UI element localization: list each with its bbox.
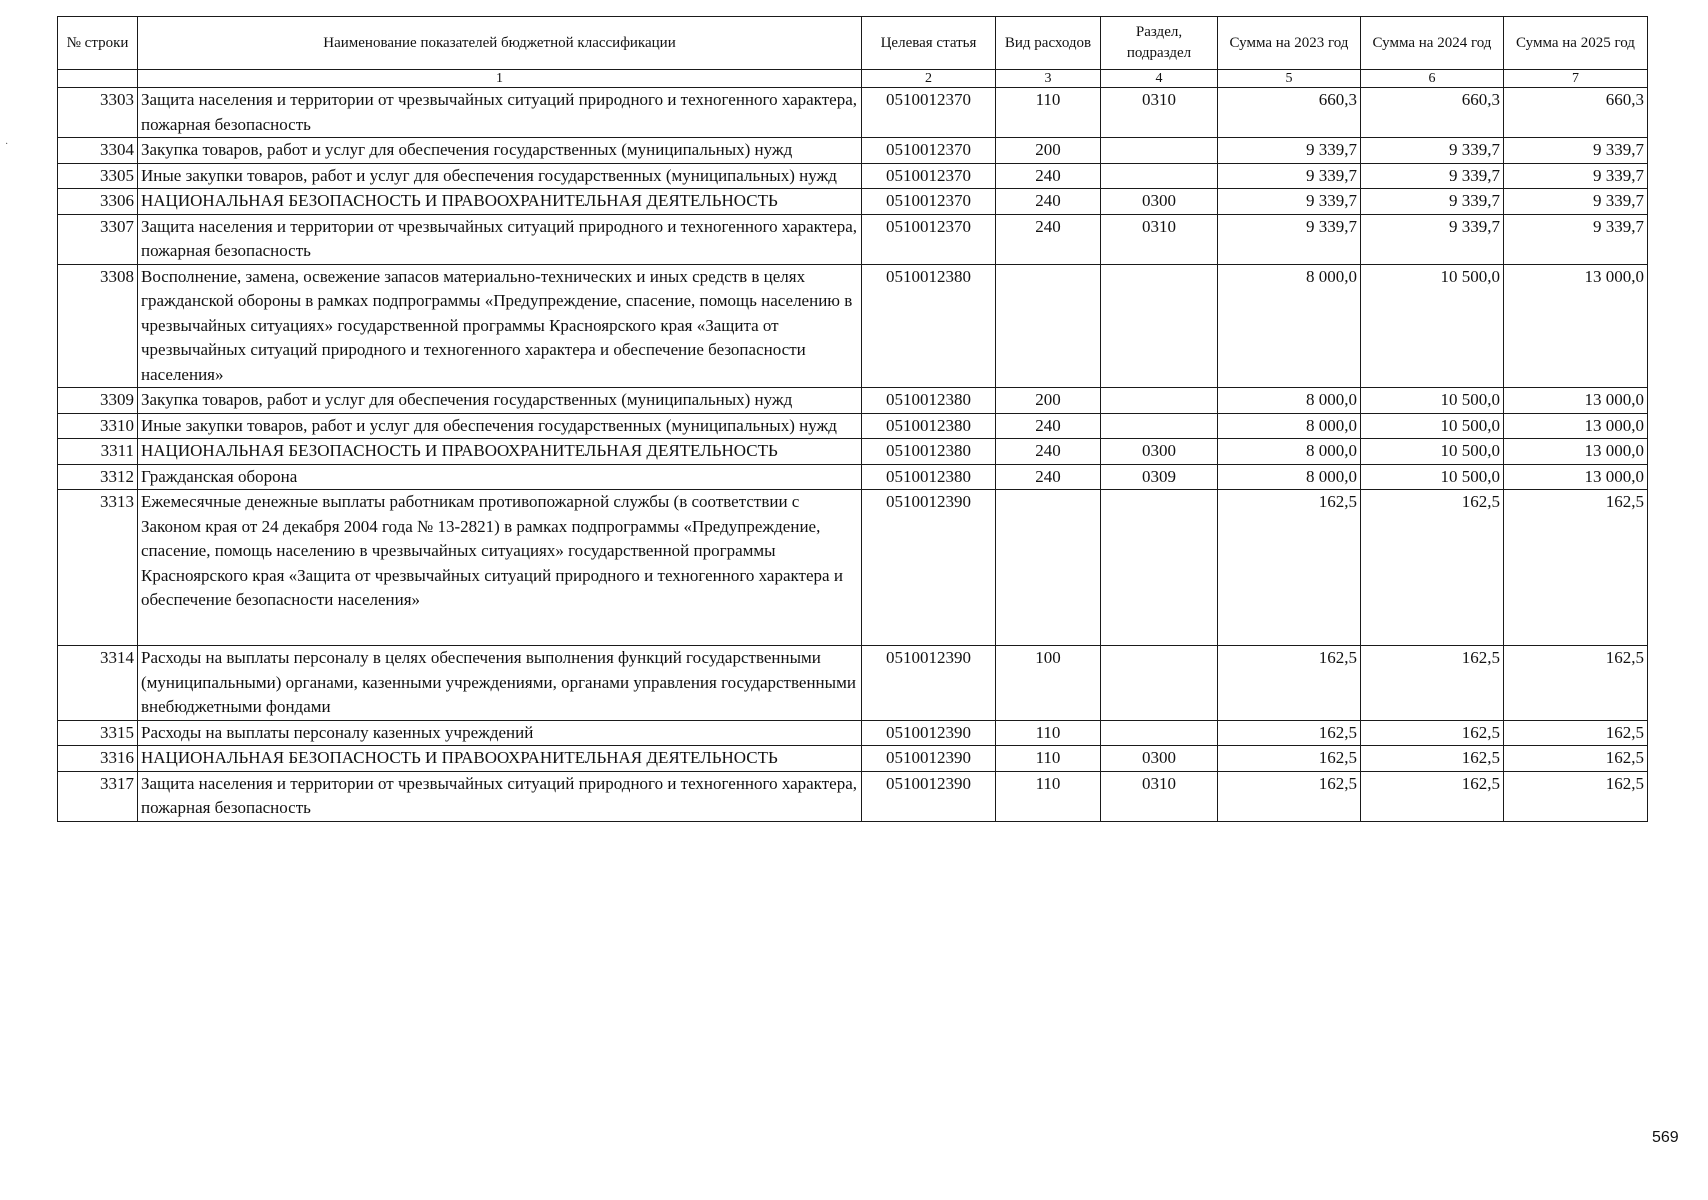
- header-sum-2025: Сумма на 2025 год: [1504, 17, 1648, 70]
- indicator-name-cell: Ежемесячные денежные выплаты работникам противопожарной службы (в соответствии с Законом края от 24 декабря 2004 года № 13-2821) в рамках подпрограммы «Предупреждение, спасение, помощь населению в чрезвычайных ситуациях» государственной программы Красноярского края «Защита от чрезвычайных ситуаций природного и техногенного характера и обеспечение безопасности населения»: [138, 490, 862, 646]
- indicator-name-cell: Защита населения и территории от чрезвычайных ситуаций природного и техногенного характера, пожарная безопасность: [138, 771, 862, 821]
- row-number-cell: 3315: [58, 720, 138, 746]
- sum-2025-cell: 9 339,7: [1504, 163, 1648, 189]
- sum-2024-cell: 10 500,0: [1361, 464, 1504, 490]
- sum-2025-cell: 162,5: [1504, 646, 1648, 721]
- section-cell: 0310: [1101, 771, 1218, 821]
- header-indicator-name: Наименование показателей бюджетной классификации: [138, 17, 862, 70]
- sum-2023-cell: 162,5: [1218, 771, 1361, 821]
- sum-2025-cell: 162,5: [1504, 771, 1648, 821]
- expense-type-cell: [996, 264, 1101, 388]
- sum-2023-cell: 8 000,0: [1218, 413, 1361, 439]
- section-cell: 0300: [1101, 439, 1218, 465]
- table-row: [58, 264, 1648, 388]
- header-row-number: № строки: [58, 17, 138, 70]
- row-number-cell: 3311: [58, 439, 138, 465]
- sum-2023-cell: 8 000,0: [1218, 388, 1361, 414]
- expense-type-cell: 240: [996, 439, 1101, 465]
- table-row: [58, 720, 1648, 746]
- table-row: [58, 88, 1648, 138]
- row-number-cell: 3312: [58, 464, 138, 490]
- row-number-cell: 3303: [58, 88, 138, 138]
- column-number: 3: [996, 70, 1101, 88]
- sum-2025-cell: 13 000,0: [1504, 264, 1648, 388]
- target-item-cell: 0510012390: [862, 720, 996, 746]
- column-number: 4: [1101, 70, 1218, 88]
- indicator-name-cell: Защита населения и территории от чрезвычайных ситуаций природного и техногенного характера, пожарная безопасность: [138, 88, 862, 138]
- section-cell: [1101, 490, 1218, 646]
- target-item-cell: 0510012370: [862, 163, 996, 189]
- indicator-name-cell: Иные закупки товаров, работ и услуг для обеспечения государственных (муниципальных) нужд: [138, 413, 862, 439]
- row-number-cell: 3310: [58, 413, 138, 439]
- column-number: 5: [1218, 70, 1361, 88]
- row-number-cell: 3304: [58, 138, 138, 164]
- target-item-cell: 0510012370: [862, 88, 996, 138]
- sum-2025-cell: 162,5: [1504, 746, 1648, 772]
- sum-2023-cell: 9 339,7: [1218, 214, 1361, 264]
- column-number-row: [58, 70, 1648, 88]
- sum-2025-cell: 9 339,7: [1504, 214, 1648, 264]
- section-cell: 0300: [1101, 746, 1218, 772]
- target-item-cell: 0510012380: [862, 439, 996, 465]
- indicator-name-cell: НАЦИОНАЛЬНАЯ БЕЗОПАСНОСТЬ И ПРАВООХРАНИТЕЛЬНАЯ ДЕЯТЕЛЬНОСТЬ: [138, 189, 862, 215]
- expense-type-cell: 200: [996, 388, 1101, 414]
- target-item-cell: 0510012390: [862, 490, 996, 646]
- target-item-cell: 0510012390: [862, 646, 996, 721]
- sum-2024-cell: 660,3: [1361, 88, 1504, 138]
- expense-type-cell: 110: [996, 88, 1101, 138]
- sum-2023-cell: 162,5: [1218, 646, 1361, 721]
- sum-2025-cell: 13 000,0: [1504, 464, 1648, 490]
- scan-speck: ·: [5, 139, 9, 150]
- section-cell: [1101, 720, 1218, 746]
- column-number: 1: [138, 70, 862, 88]
- sum-2023-cell: 9 339,7: [1218, 138, 1361, 164]
- expense-type-cell: 240: [996, 163, 1101, 189]
- header-expense-type: Вид расходов: [996, 17, 1101, 70]
- table-row: [58, 771, 1648, 821]
- sum-2025-cell: 660,3: [1504, 88, 1648, 138]
- table-row: [58, 490, 1648, 646]
- sum-2025-cell: 9 339,7: [1504, 138, 1648, 164]
- sum-2023-cell: 660,3: [1218, 88, 1361, 138]
- section-cell: [1101, 138, 1218, 164]
- sum-2024-cell: 162,5: [1361, 646, 1504, 721]
- table-row: [58, 413, 1648, 439]
- expense-type-cell: 240: [996, 413, 1101, 439]
- indicator-name-cell: Закупка товаров, работ и услуг для обеспечения государственных (муниципальных) нужд: [138, 388, 862, 414]
- section-cell: 0309: [1101, 464, 1218, 490]
- sum-2024-cell: 162,5: [1361, 490, 1504, 646]
- row-number-cell: 3308: [58, 264, 138, 388]
- table-row: [58, 388, 1648, 414]
- sum-2023-cell: 9 339,7: [1218, 163, 1361, 189]
- row-number-cell: 3314: [58, 646, 138, 721]
- column-number: 7: [1504, 70, 1648, 88]
- target-item-cell: 0510012370: [862, 214, 996, 264]
- indicator-name-cell: Гражданская оборона: [138, 464, 862, 490]
- indicator-name-cell: Восполнение, замена, освежение запасов материально-технических и иных средств в целях гражданской обороны в рамках подпрограммы «Предупреждение, спасение, помощь населению в чрезвычайных ситуациях» государственной программы Красноярского края «Защита от чрезвычайных ситуаций природного и техногенного характера и обеспечение безопасности населения»: [138, 264, 862, 388]
- sum-2024-cell: 10 500,0: [1361, 388, 1504, 414]
- sum-2024-cell: 10 500,0: [1361, 413, 1504, 439]
- header-section: Раздел, подраздел: [1101, 17, 1218, 70]
- column-number: [58, 70, 138, 88]
- expense-type-cell: 240: [996, 189, 1101, 215]
- sum-2023-cell: 162,5: [1218, 720, 1361, 746]
- expense-type-cell: 110: [996, 746, 1101, 772]
- indicator-name-cell: Расходы на выплаты персоналу казенных учреждений: [138, 720, 862, 746]
- sum-2023-cell: 8 000,0: [1218, 464, 1361, 490]
- table-row: [58, 439, 1648, 465]
- expense-type-cell: 200: [996, 138, 1101, 164]
- table-row: [58, 746, 1648, 772]
- row-number-cell: 3309: [58, 388, 138, 414]
- section-cell: [1101, 264, 1218, 388]
- sum-2024-cell: 162,5: [1361, 771, 1504, 821]
- section-cell: [1101, 413, 1218, 439]
- header-sum-2024: Сумма на 2024 год: [1361, 17, 1504, 70]
- header-target-item: Целевая статья: [862, 17, 996, 70]
- indicator-name-cell: Расходы на выплаты персоналу в целях обеспечения выполнения функций государственными (муниципальными) органами, казенными учреждениями, органами управления государственными внебюджетными фондами: [138, 646, 862, 721]
- expense-type-cell: 110: [996, 771, 1101, 821]
- sum-2025-cell: 162,5: [1504, 490, 1648, 646]
- indicator-name-cell: НАЦИОНАЛЬНАЯ БЕЗОПАСНОСТЬ И ПРАВООХРАНИТЕЛЬНАЯ ДЕЯТЕЛЬНОСТЬ: [138, 746, 862, 772]
- sum-2023-cell: 8 000,0: [1218, 264, 1361, 388]
- page-number: 569: [1652, 1129, 1679, 1146]
- sum-2023-cell: 162,5: [1218, 490, 1361, 646]
- table-row: [58, 646, 1648, 721]
- sum-2023-cell: 9 339,7: [1218, 189, 1361, 215]
- section-cell: 0310: [1101, 214, 1218, 264]
- target-item-cell: 0510012380: [862, 388, 996, 414]
- indicator-name-cell: Закупка товаров, работ и услуг для обеспечения государственных (муниципальных) нужд: [138, 138, 862, 164]
- expense-type-cell: 110: [996, 720, 1101, 746]
- table-row: [58, 163, 1648, 189]
- target-item-cell: 0510012380: [862, 413, 996, 439]
- sum-2024-cell: 10 500,0: [1361, 439, 1504, 465]
- table-row: [58, 189, 1648, 215]
- table-row: [58, 138, 1648, 164]
- row-number-cell: 3305: [58, 163, 138, 189]
- header-sum-2023: Сумма на 2023 год: [1218, 17, 1361, 70]
- section-cell: 0310: [1101, 88, 1218, 138]
- sum-2025-cell: 13 000,0: [1504, 439, 1648, 465]
- sum-2024-cell: 9 339,7: [1361, 138, 1504, 164]
- indicator-name-cell: Иные закупки товаров, работ и услуг для обеспечения государственных (муниципальных) нужд: [138, 163, 862, 189]
- target-item-cell: 0510012370: [862, 189, 996, 215]
- budget-table: [57, 16, 1648, 822]
- target-item-cell: 0510012370: [862, 138, 996, 164]
- section-cell: [1101, 646, 1218, 721]
- indicator-name-cell: Защита населения и территории от чрезвычайных ситуаций природного и техногенного характера, пожарная безопасность: [138, 214, 862, 264]
- expense-type-cell: 240: [996, 214, 1101, 264]
- expense-type-cell: 100: [996, 646, 1101, 721]
- section-cell: 0300: [1101, 189, 1218, 215]
- expense-type-cell: 240: [996, 464, 1101, 490]
- section-cell: [1101, 163, 1218, 189]
- target-item-cell: 0510012390: [862, 771, 996, 821]
- row-number-cell: 3317: [58, 771, 138, 821]
- target-item-cell: 0510012390: [862, 746, 996, 772]
- table-row: [58, 214, 1648, 264]
- section-cell: [1101, 388, 1218, 414]
- sum-2024-cell: 9 339,7: [1361, 214, 1504, 264]
- expense-type-cell: [996, 490, 1101, 646]
- column-number: 6: [1361, 70, 1504, 88]
- column-number: 2: [862, 70, 996, 88]
- sum-2025-cell: 13 000,0: [1504, 388, 1648, 414]
- row-number-cell: 3307: [58, 214, 138, 264]
- row-number-cell: 3313: [58, 490, 138, 646]
- sum-2024-cell: 162,5: [1361, 720, 1504, 746]
- table-row: [58, 464, 1648, 490]
- header-row: [58, 17, 1648, 70]
- sum-2024-cell: 9 339,7: [1361, 189, 1504, 215]
- sum-2025-cell: 162,5: [1504, 720, 1648, 746]
- sum-2025-cell: 13 000,0: [1504, 413, 1648, 439]
- sum-2023-cell: 162,5: [1218, 746, 1361, 772]
- row-number-cell: 3316: [58, 746, 138, 772]
- sum-2024-cell: 10 500,0: [1361, 264, 1504, 388]
- sum-2024-cell: 162,5: [1361, 746, 1504, 772]
- sum-2025-cell: 9 339,7: [1504, 189, 1648, 215]
- sum-2024-cell: 9 339,7: [1361, 163, 1504, 189]
- target-item-cell: 0510012380: [862, 264, 996, 388]
- target-item-cell: 0510012380: [862, 464, 996, 490]
- row-number-cell: 3306: [58, 189, 138, 215]
- indicator-name-cell: НАЦИОНАЛЬНАЯ БЕЗОПАСНОСТЬ И ПРАВООХРАНИТЕЛЬНАЯ ДЕЯТЕЛЬНОСТЬ: [138, 439, 862, 465]
- sum-2023-cell: 8 000,0: [1218, 439, 1361, 465]
